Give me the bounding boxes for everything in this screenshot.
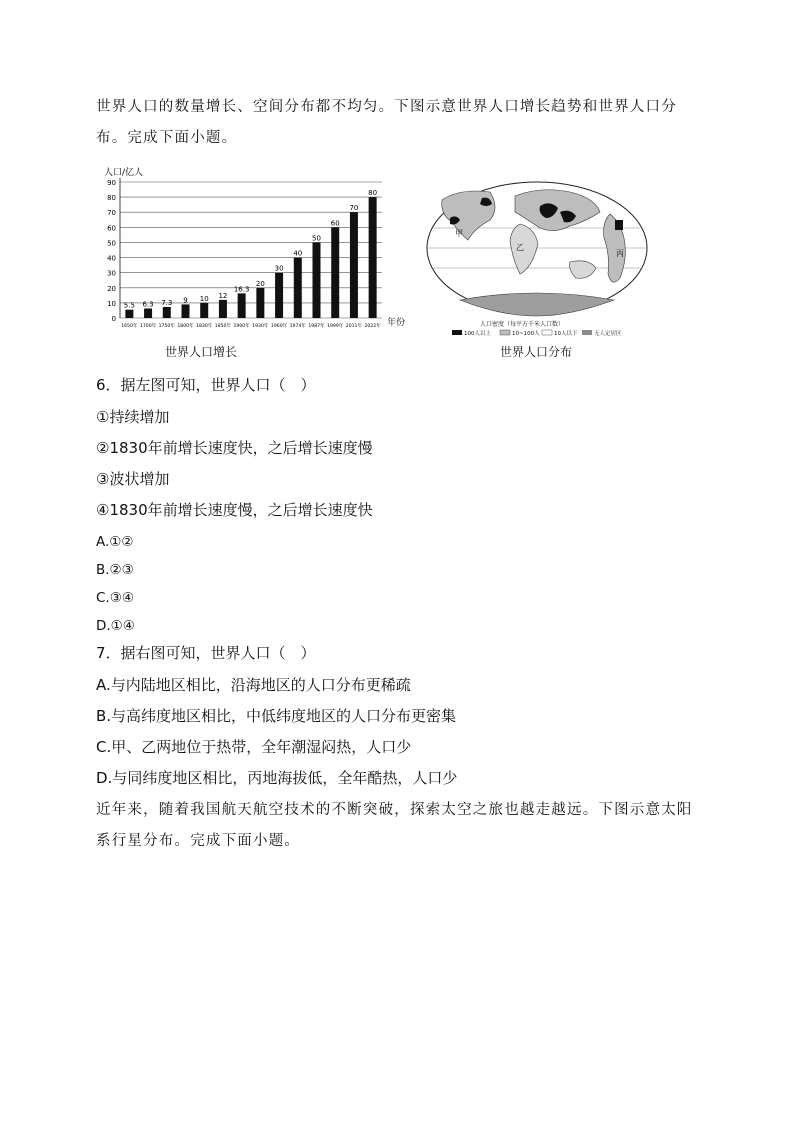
bar	[125, 310, 133, 318]
x-tick-label: 1700年	[139, 324, 157, 329]
map-caption: 世界人口分布	[500, 345, 573, 359]
chart-caption: 世界人口增长	[165, 345, 238, 359]
bar	[275, 273, 283, 318]
q7-option-c[interactable]: C.甲、乙两地位于热带，全年潮湿闷热，人口少	[96, 738, 412, 756]
q6-option-c[interactable]: C.③④	[96, 590, 134, 606]
q6-item-3: ③波状增加	[96, 470, 170, 488]
y-tick-label: 60	[107, 224, 116, 233]
bar	[256, 288, 264, 318]
legend-swatch-dense	[452, 330, 462, 335]
intro-paragraph-2	[96, 795, 696, 857]
bar	[294, 258, 302, 318]
q6-item-1: ①持续增加	[96, 408, 170, 426]
x-tick-label: 1830年	[196, 324, 213, 329]
q6-stem: 6．据左图可知，世界人口（ ）	[96, 376, 316, 394]
bar	[238, 293, 246, 318]
x-tick-label: 1930年	[252, 324, 269, 329]
bar-value-label: 6.3	[142, 300, 154, 309]
x-tick-label: 1987年	[308, 324, 325, 329]
y-tick-label: 50	[107, 239, 116, 248]
x-tick-label: 1650年	[121, 324, 138, 329]
bar	[163, 307, 171, 318]
y-tick-label: 70	[107, 209, 116, 218]
y-tick-label: 0	[111, 315, 116, 323]
bar-value-label: 80	[368, 189, 378, 198]
legend-swatch-uninhabited	[582, 330, 592, 335]
bar	[144, 308, 152, 318]
intro2-line-1: 近年来，随着我国航天航空技术的不断突破，探索太空之旅也越走越远。下图示意太阳	[96, 802, 693, 818]
intro-line-1: 世界人口的数量增长、空间分布都不均匀。下图示意世界人口增长趋势和世界人口分	[96, 99, 677, 115]
bar-value-label: 5.5	[123, 301, 135, 310]
legend-label-3: 10人以下	[554, 331, 578, 337]
bar	[369, 197, 377, 318]
x-tick-label: 1999年	[327, 324, 344, 329]
bar	[182, 304, 190, 318]
bar-value-label: 50	[312, 234, 321, 243]
bar	[219, 300, 227, 318]
q7-option-a[interactable]: A.与内陆地区相比，沿海地区的人口分布更稀疏	[96, 676, 411, 694]
y-tick-label: 20	[107, 284, 116, 293]
bar-value-label: 70	[349, 204, 359, 213]
map-label-jia: 甲	[455, 229, 463, 238]
q6-item-4: ④1830年前增长速度慢，之后增长速度快	[96, 501, 373, 519]
legend-label-1: 100人以上	[464, 331, 491, 337]
bar	[350, 212, 358, 318]
x-tick-label: 1960年	[270, 324, 288, 329]
x-tick-label: 1800年	[177, 324, 194, 329]
bar-value-label: 7.3	[161, 298, 173, 307]
world-population-map	[420, 178, 655, 338]
y-tick-label: 40	[107, 254, 116, 263]
bar-value-label: 9	[183, 296, 188, 305]
x-tick-label: 1974年	[289, 324, 306, 329]
intro-paragraph-1	[96, 92, 696, 154]
q6-option-d[interactable]: D.①④	[96, 618, 135, 634]
map-legend	[452, 329, 622, 337]
bar-value-label: 12	[218, 291, 228, 300]
intro2-line-2: 系行星分布。完成下面小题。	[96, 833, 301, 849]
map-label-yi: 乙	[516, 243, 524, 252]
x-tick-label: 2011年	[345, 324, 363, 329]
y-tick-label: 90	[107, 179, 116, 187]
q7-option-b[interactable]: B.与高纬度地区相比，中低纬度地区的人口分布更密集	[96, 707, 457, 725]
x-tick-label: 2022年	[364, 324, 381, 329]
y-tick-label: 10	[107, 299, 116, 308]
map-legend-title: 人口密度（每平方千米人口数）	[480, 321, 565, 328]
population-growth-chart	[90, 160, 420, 335]
q6-option-b[interactable]: B.②③	[96, 562, 134, 578]
q7-stem: 7．据右图可知，世界人口（ ）	[96, 644, 316, 662]
y-tick-label: 80	[107, 194, 116, 203]
bar-value-label: 30	[274, 264, 284, 273]
bar-value-label: 40	[293, 249, 303, 258]
legend-label-4: 无人定居区	[594, 331, 622, 337]
q6-option-a[interactable]: A.①②	[96, 534, 134, 550]
bar-value-label: 10	[199, 294, 209, 303]
x-tick-label: 1850年	[214, 324, 232, 329]
x-tick-label: 1750年	[158, 324, 175, 329]
chart-ylabel: 人口/亿人	[104, 168, 144, 178]
intro-line-2: 布。完成下面小题。	[96, 130, 238, 146]
legend-swatch-sparse	[542, 330, 552, 335]
map-label-bing: 丙	[616, 249, 624, 258]
y-tick-label: 30	[107, 269, 116, 278]
bar-value-label: 16.3	[233, 285, 250, 294]
bar-value-label: 60	[330, 219, 340, 228]
bar	[200, 303, 208, 318]
legend-swatch-medium	[500, 330, 510, 335]
chart-xlabel: 年份	[387, 318, 406, 328]
x-tick-label: 1900年	[233, 324, 250, 329]
bar	[313, 242, 321, 318]
q6-item-2: ②1830年前增长速度快，之后增长速度慢	[96, 439, 373, 457]
bar-value-label: 20	[255, 279, 265, 288]
legend-label-2: 10~100人	[512, 331, 540, 337]
q7-option-d[interactable]: D.与同纬度地区相比，丙地海拔低，全年酷热，人口少	[96, 769, 458, 787]
bar	[331, 227, 339, 318]
